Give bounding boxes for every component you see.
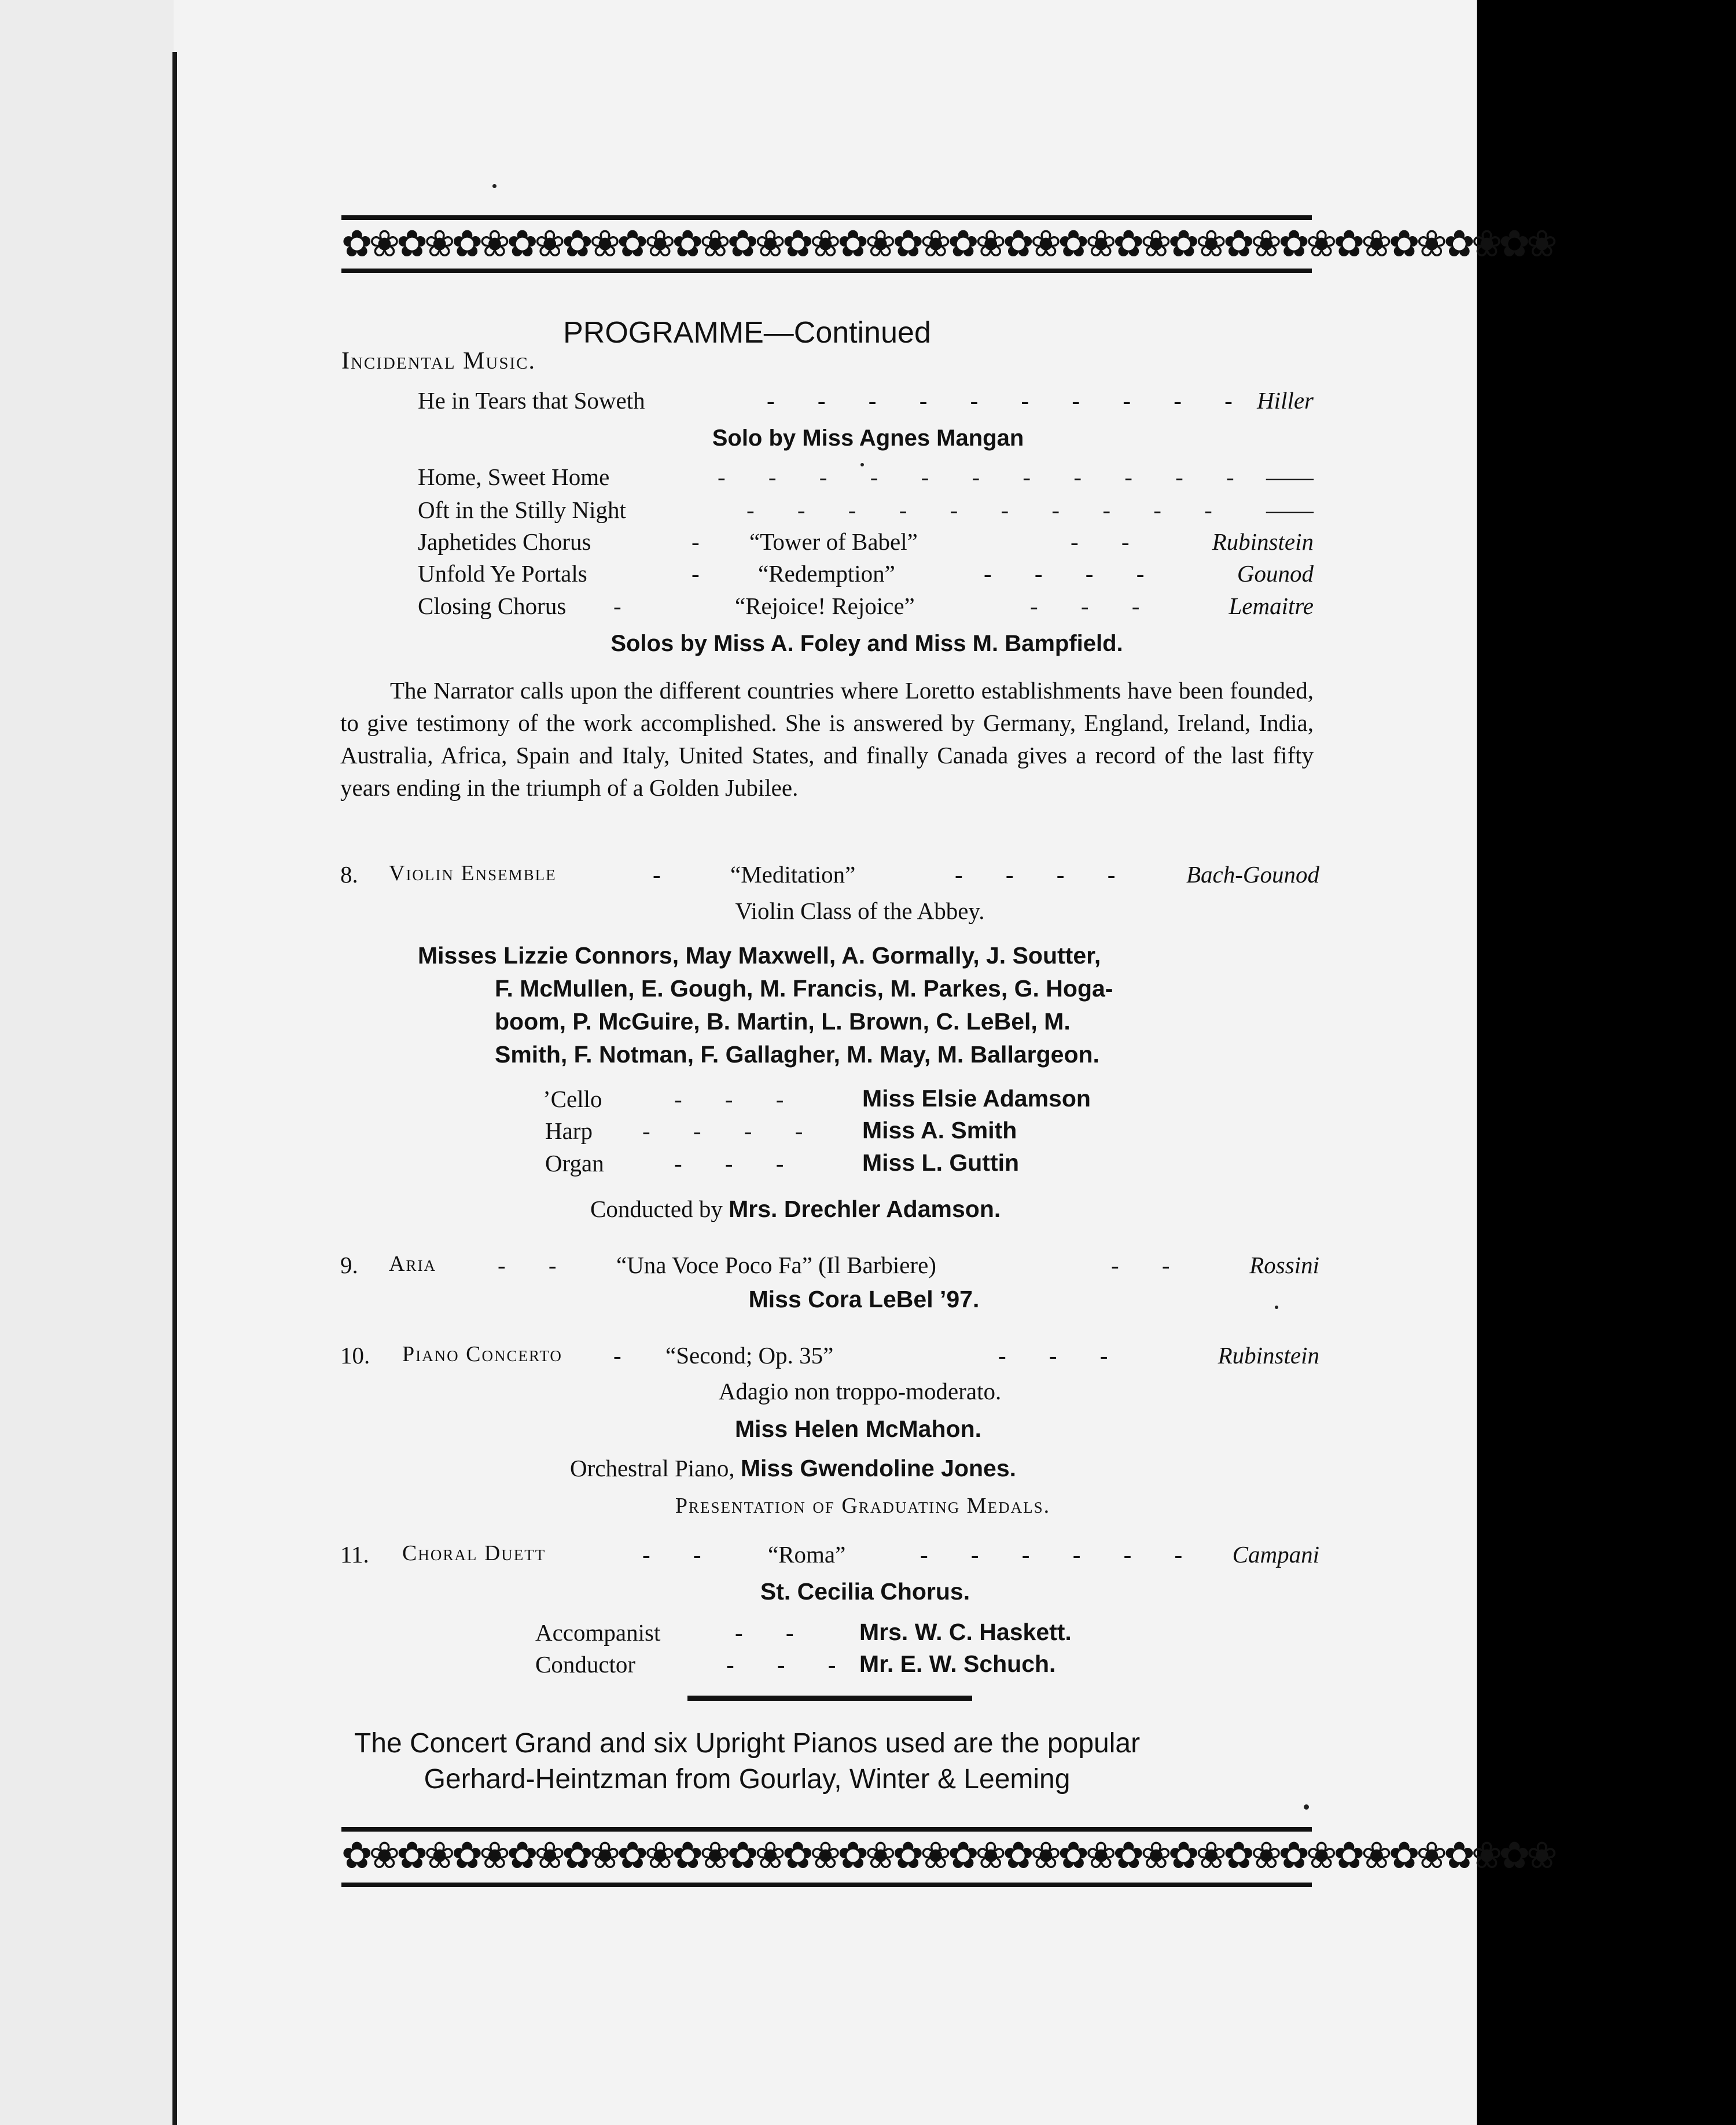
leader-dashes: - - - [726, 1651, 855, 1678]
orchestral-label: Orchestral Piano, [570, 1455, 735, 1481]
item-number: 8. [340, 861, 358, 888]
ensemble-names-line: F. McMullen, E. Gough, M. Francis, M. Parkes, G. Hoga- [495, 975, 1113, 1002]
footer-line-2: Gerhard-Heintzman from Gourlay, Winter & Leeming [424, 1764, 1071, 1795]
item-label: Choral Duett [402, 1541, 546, 1565]
performer: Miss A. Smith [862, 1117, 1017, 1144]
composer: Campani [1232, 1541, 1319, 1568]
instrument-name: Harp [545, 1117, 593, 1144]
item-title: Closing Chorus [418, 593, 567, 619]
staff-name: Mr. E. W. Schuch. [859, 1650, 1056, 1677]
performer: Miss Elsie Adamson [862, 1085, 1091, 1112]
item-title: Home, Sweet Home [418, 464, 610, 490]
leader-dashes: - - [642, 1541, 720, 1568]
composer: Gounod [1237, 560, 1314, 587]
instrument-name: Organ [545, 1150, 604, 1177]
item-label: Aria [389, 1252, 436, 1276]
item-number: 9. [340, 1252, 358, 1278]
footer-line-1: The Concert Grand and six Upright Pianos used are the popular [354, 1728, 1141, 1759]
orchestral-pianist: Miss Gwendoline Jones. [740, 1455, 1017, 1481]
soloist-line: Solo by Miss Agnes Mangan [712, 425, 1024, 451]
leader-dashes: - - [498, 1252, 575, 1278]
staff-role: Accompanist [535, 1619, 661, 1646]
leader-dashes: - [692, 528, 718, 555]
binding-spine [172, 52, 177, 2125]
page-title: PROGRAMME—Continued [563, 316, 931, 350]
leader-dashes: - - - - - - - - - - [746, 497, 1231, 523]
performer-line: St. Cecilia Chorus. [760, 1578, 970, 1605]
composer: Hiller [1257, 387, 1314, 414]
leader-dashes: - - - - [642, 1117, 822, 1144]
ensemble-names-line: boom, P. McGuire, B. Martin, L. Brown, C. LeBel, M. [495, 1008, 1071, 1035]
narrator-paragraph: The Narrator calls upon the different countries where Loretto establishments have been founded, to give testimony of the work accomplished. She is answered by Germany, England, Ireland, India, Australia, Africa, Spain and Italy, United States, and finally Canada gives a record of the last fifty years ending in the triumph of a Golden Jubilee. [340, 677, 1314, 801]
section-label-incidental: Incidental Music. [341, 348, 536, 374]
item-number: 11. [340, 1541, 369, 1568]
performer-line: Miss Cora LeBel ’97. [748, 1286, 980, 1312]
work-title: “Tower of Babel” [749, 528, 918, 555]
item-number: 10. [340, 1342, 370, 1369]
work-title: “Roma” [768, 1541, 846, 1568]
leader-dashes: - - [1111, 1252, 1189, 1278]
staff-role: Conductor [535, 1651, 636, 1678]
bottom-ornament-border [341, 1827, 1554, 1887]
instrument-name: ’Cello [543, 1086, 602, 1112]
speck [492, 184, 496, 188]
leader-dashes: - - - - - - - - - - [767, 387, 1251, 414]
item-label: Violin Ensemble [389, 861, 557, 885]
leader-dashes: - - - [674, 1086, 803, 1112]
top-ornament-border [341, 215, 1554, 273]
item-title: He in Tears that Soweth [418, 387, 645, 414]
composer: Rubinstein [1218, 1342, 1319, 1369]
leader-dashes: - - - - [955, 861, 1134, 888]
ensemble-subtitle: Violin Class of the Abbey. [735, 898, 985, 924]
orchestral-piano-line [570, 1454, 1016, 1482]
work-title: “Rejoice! Rejoice” [735, 593, 915, 619]
ensemble-names-line: Misses Lizzie Connors, May Maxwell, A. Gormally, J. Soutter, [418, 942, 1101, 969]
work-title: “Una Voce Poco Fa” (Il Barbiere) [616, 1252, 936, 1278]
leader-dashes: - [653, 861, 679, 888]
composer: —— [1266, 497, 1314, 523]
presentation-line: Presentation of Graduating Medals. [675, 1494, 1051, 1518]
item-title: Oft in the Stilly Night [418, 497, 626, 523]
composer: —— [1266, 464, 1314, 490]
flower-icon: ✿❀✿❀✿❀✿❀✿❀✿❀✿❀✿❀✿❀✿❀✿❀✿❀✿❀✿❀✿❀✿❀✿❀✿❀✿❀✿❀✿❀✿❀ [341, 1834, 1554, 1877]
composer: Lemaitre [1229, 593, 1314, 619]
conducted-label: Conducted by [590, 1196, 723, 1222]
work-title: “Meditation” [730, 861, 856, 888]
item-title: Japhetides Chorus [418, 528, 591, 555]
divider [687, 1696, 972, 1701]
leader-dashes: - [613, 1342, 640, 1369]
leader-dashes: - [613, 593, 640, 619]
composer: Rossini [1249, 1252, 1319, 1278]
movement-line: Adagio non troppo-moderato. [718, 1378, 1002, 1405]
flower-icon: ✿❀✿❀✿❀✿❀✿❀✿❀✿❀✿❀✿❀✿❀✿❀✿❀✿❀✿❀✿❀✿❀✿❀✿❀✿❀✿❀✿❀✿❀ [341, 223, 1554, 266]
leader-dashes: - - - - - - - - - - - [718, 464, 1253, 490]
conductor-name: Mrs. Drechler Adamson. [729, 1196, 1001, 1222]
leader-dashes: - - - - [984, 560, 1163, 587]
staff-name: Mrs. W. C. Haskett. [859, 1619, 1072, 1645]
ensemble-names-line: Smith, F. Notman, F. Gallagher, M. May, M. Ballargeon. [495, 1041, 1099, 1068]
composer: Rubinstein [1212, 528, 1314, 555]
leader-dashes: - - [735, 1619, 812, 1646]
leader-dashes: - - - [674, 1150, 803, 1177]
item-title: Unfold Ye Portals [418, 560, 587, 587]
work-title: “Redemption” [758, 560, 895, 587]
conducted-by-line [590, 1195, 1001, 1223]
leader-dashes: - - - - - - [920, 1541, 1201, 1568]
leader-dashes: - - - [998, 1342, 1127, 1369]
composer: Bach-Gounod [1186, 861, 1319, 888]
soloist-line: Solos by Miss A. Foley and Miss M. Bampfield. [610, 631, 1123, 656]
work-title: “Second; Op. 35” [665, 1342, 834, 1369]
leader-dashes: - - - [1030, 593, 1158, 619]
performer-line: Miss Helen McMahon. [734, 1416, 981, 1442]
leader-dashes: - - [1071, 528, 1148, 555]
performer: Miss L. Guttin [862, 1149, 1020, 1176]
speck [1304, 1804, 1309, 1810]
item-label: Piano Concerto [402, 1342, 562, 1366]
leader-dashes: - [692, 560, 718, 587]
